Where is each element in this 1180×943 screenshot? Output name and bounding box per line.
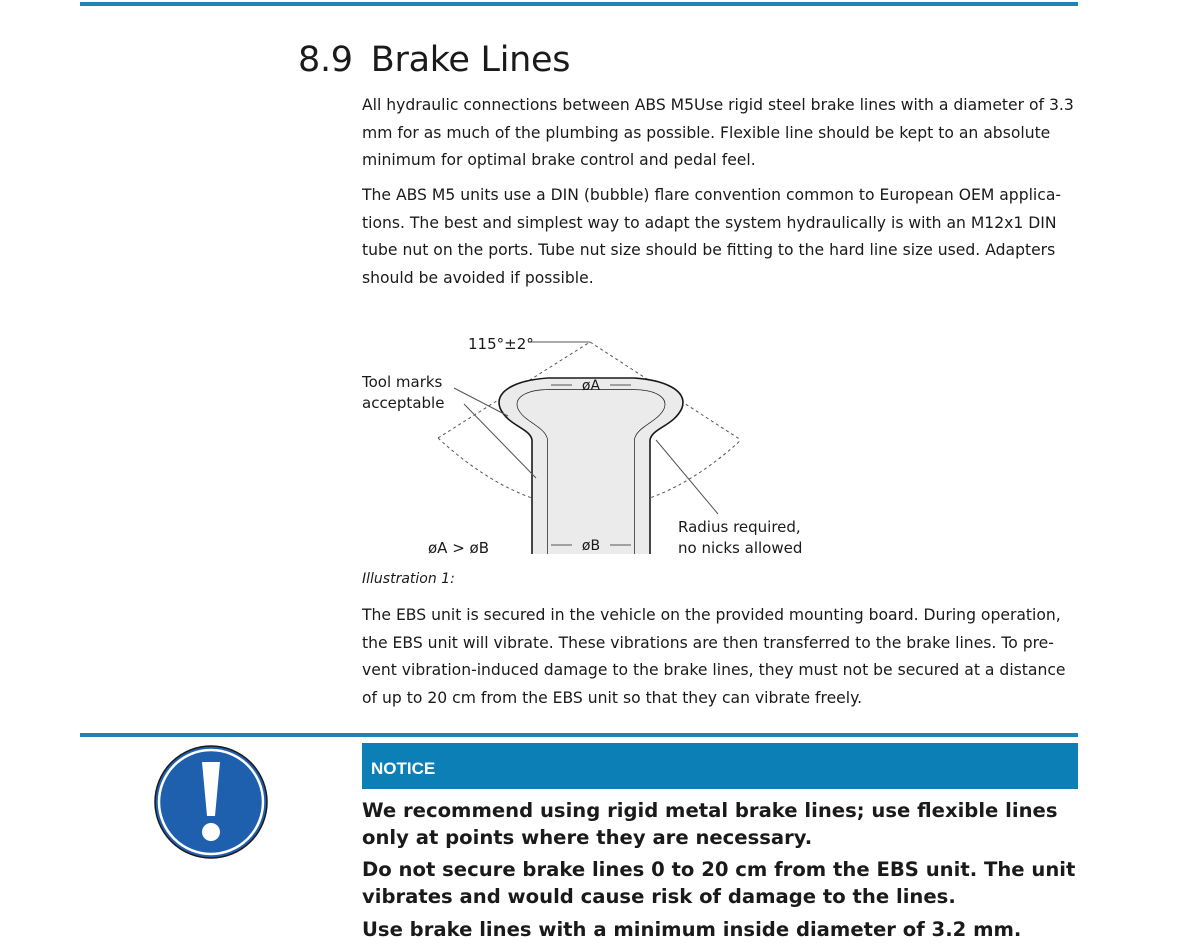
paragraph-vibration: The EBS unit is secured in the vehicle on the provided mounting board. During operation, the EBS unit will vibrate. These vibrations are then transferred to the brake lines. To prevent vibration-induced damage to the brake lines, they must not be secured at a distance of up to 20 cm from the EBS unit so that they can vibrate freely. bbox=[362, 606, 1066, 707]
section-heading bbox=[298, 40, 570, 80]
section-title: Brake Lines bbox=[370, 40, 571, 80]
relation-label: øA > øB bbox=[428, 539, 490, 557]
radius-label-line1: Radius required, bbox=[678, 518, 801, 536]
notice-line-min-diameter: Use brake lines with a minimum inside diameter of 3.2 mm. bbox=[362, 918, 1022, 941]
section-number: 8.9 bbox=[298, 40, 353, 80]
top-divider bbox=[80, 2, 1078, 6]
exclamation-icon bbox=[153, 744, 269, 860]
dia-b-label: øB bbox=[581, 538, 601, 554]
flare-diagram bbox=[358, 328, 828, 566]
dia-a-label: øA bbox=[581, 378, 601, 394]
notice-line-rigid-lines: We recommend using rigid metal brake lines; use flexible lines only at points where they are necessary. bbox=[362, 799, 1058, 849]
notice-divider bbox=[80, 733, 1078, 737]
tool-marks-label-line2: acceptable bbox=[362, 394, 445, 412]
paragraph-hydraulic-connections: All hydraulic connections between ABS M5Use rigid steel brake lines with a diameter of 3.3 mm for as much of the plumbing as possible. Flexible line should be kept to an absolute minimum for optimal brake control and pedal feel. bbox=[362, 96, 1074, 169]
notice-label: NOTICE bbox=[371, 759, 436, 778]
notice-line-do-not-secure: Do not secure brake lines 0 to 20 cm from the EBS unit. The unit vibrates and would cause risk of damage to the lines. bbox=[362, 858, 1076, 908]
tool-marks-label-line1: Tool marks bbox=[362, 373, 443, 391]
angle-label: 115°±2° bbox=[468, 335, 534, 353]
notice-header bbox=[362, 743, 1078, 789]
radius-leader bbox=[656, 440, 718, 514]
radius-label-line2: no nicks allowed bbox=[678, 539, 803, 557]
paragraph-din-flare: The ABS M5 units use a DIN (bubble) flare convention common to European OEM applications. The best and simplest way to adapt the system hydraulically is with an M12x1 DIN tube nut on the ports. Tube nut size should be fitting to the hard line size used. Adapters should be avoided if possible. bbox=[362, 186, 1062, 287]
illustration-caption: Illustration 1: bbox=[362, 571, 455, 587]
